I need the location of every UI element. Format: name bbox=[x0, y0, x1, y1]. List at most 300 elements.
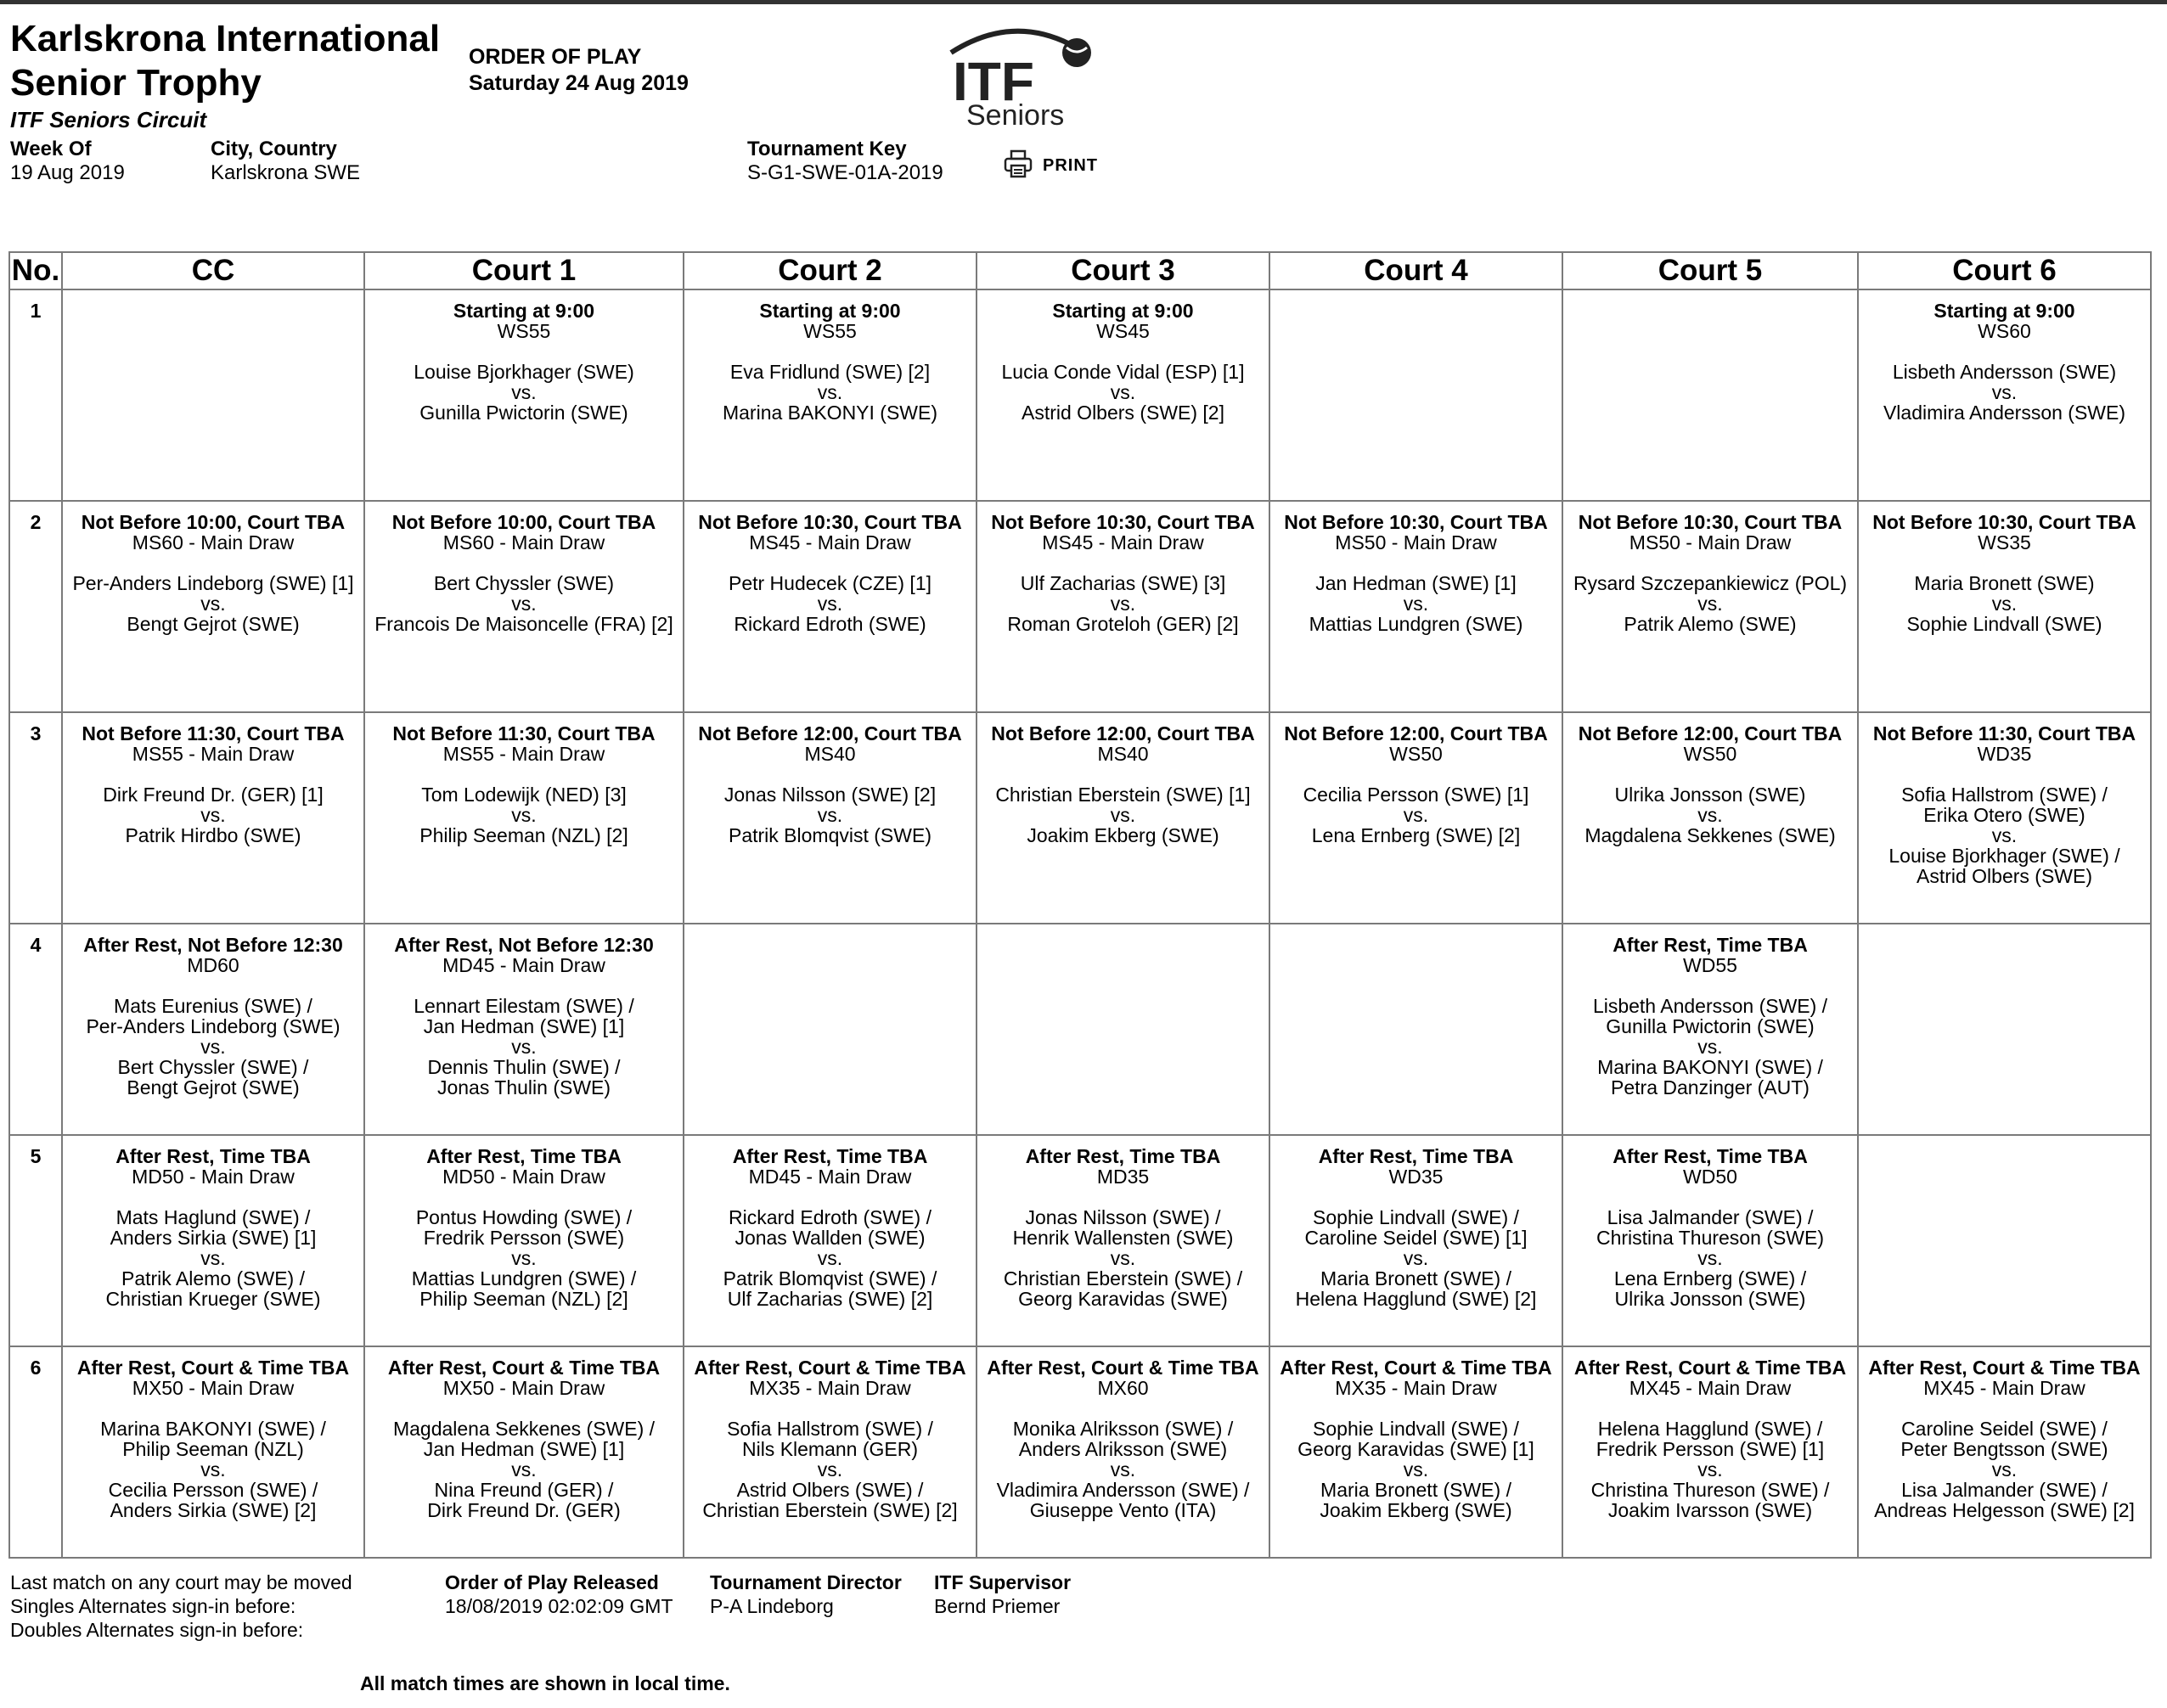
player-name: Caroline Seidel (SWE) / bbox=[1901, 1418, 2108, 1440]
player-name: Marina BAKONYI (SWE) / bbox=[1597, 1056, 1823, 1078]
itf-supervisor-label: ITF Supervisor bbox=[934, 1571, 1072, 1593]
player-name: Ulf Zacharias (SWE) [2] bbox=[727, 1288, 933, 1310]
logo-itf-text: ITF bbox=[953, 51, 1034, 112]
versus-label: vs. bbox=[1403, 593, 1429, 615]
week-of-value: 19 Aug 2019 bbox=[10, 161, 125, 184]
match-event: MX50 - Main Draw bbox=[442, 1377, 605, 1399]
column-header-court: Court 5 bbox=[1562, 252, 1858, 289]
player-name: Sofia Hallstrom (SWE) / bbox=[1901, 784, 2108, 806]
player-name: Roman Groteloh (GER) [2] bbox=[1007, 613, 1239, 635]
player-name: Patrik Alemo (SWE) / bbox=[121, 1267, 305, 1289]
match-cell bbox=[1269, 1346, 1562, 1558]
footer-note: Singles Alternates sign-in before: bbox=[10, 1595, 296, 1617]
player-name: Sophie Lindvall (SWE) / bbox=[1313, 1418, 1519, 1440]
player-name: Mats Haglund (SWE) / bbox=[115, 1206, 311, 1228]
versus-label: vs. bbox=[817, 1458, 843, 1480]
table-row bbox=[9, 924, 2151, 1135]
match-event: WS60 bbox=[1978, 320, 2031, 342]
match-event: WS55 bbox=[497, 320, 551, 342]
player-name: Jonas Nilsson (SWE) [2] bbox=[723, 784, 937, 806]
match-event: MD50 - Main Draw bbox=[132, 1166, 295, 1188]
player-name: Dirk Freund Dr. (GER) [1] bbox=[103, 784, 324, 806]
versus-label: vs. bbox=[1697, 1458, 1723, 1480]
player-name: Per-Anders Lindeborg (SWE) [1] bbox=[72, 572, 354, 594]
player-name: Lisa Jalmander (SWE) / bbox=[1901, 1479, 2108, 1501]
player-name: Henrik Wallensten (SWE) bbox=[1012, 1227, 1234, 1249]
match-time: Starting at 9:00 bbox=[453, 300, 595, 322]
match-event: MX35 - Main Draw bbox=[1335, 1377, 1497, 1399]
column-header-court: Court 3 bbox=[977, 252, 1269, 289]
versus-label: vs. bbox=[200, 1458, 226, 1480]
match-cell bbox=[977, 501, 1269, 712]
player-name: Lisbeth Andersson (SWE) / bbox=[1592, 995, 1828, 1017]
player-name: Joakim Ekberg (SWE) bbox=[1320, 1499, 1512, 1521]
match-event: MD60 bbox=[187, 954, 239, 976]
player-name: Gunilla Pwictorin (SWE) bbox=[1606, 1015, 1815, 1037]
match-event: WS50 bbox=[1389, 743, 1443, 765]
versus-label: vs. bbox=[511, 381, 537, 403]
player-name: Joakim Ekberg (SWE) bbox=[1027, 824, 1219, 846]
versus-label: vs. bbox=[1991, 593, 2018, 615]
player-name: Philip Seeman (NZL) [2] bbox=[419, 1288, 628, 1310]
match-event: MD45 - Main Draw bbox=[748, 1166, 912, 1188]
order-of-play-header bbox=[469, 44, 689, 97]
player-name: Lena Ernberg (SWE) / bbox=[1613, 1267, 1807, 1289]
printer-icon bbox=[1004, 149, 1033, 183]
match-time: Not Before 10:30, Court TBA bbox=[1872, 511, 2136, 533]
match-cell bbox=[1269, 712, 1562, 924]
tournament-key-value: S-G1-SWE-01A-2019 bbox=[747, 161, 943, 184]
match-cell bbox=[1562, 501, 1858, 712]
match-event: MD50 - Main Draw bbox=[442, 1166, 605, 1188]
player-name: Astrid Olbers (SWE) [2] bbox=[1022, 402, 1224, 424]
player-name: Lisa Jalmander (SWE) / bbox=[1607, 1206, 1814, 1228]
match-event: MX35 - Main Draw bbox=[749, 1377, 911, 1399]
player-name: Gunilla Pwictorin (SWE) bbox=[419, 402, 628, 424]
match-cell bbox=[1269, 501, 1562, 712]
player-name: Lisbeth Andersson (SWE) bbox=[1892, 361, 2117, 383]
player-name: Anders Alriksson (SWE) bbox=[1018, 1438, 1228, 1460]
player-name: Christian Eberstein (SWE) / bbox=[1003, 1267, 1243, 1289]
match-cell bbox=[364, 501, 684, 712]
player-name: Marina BAKONYI (SWE) bbox=[722, 402, 938, 424]
tournament-director-label: Tournament Director bbox=[710, 1571, 902, 1593]
table-row bbox=[9, 501, 2151, 712]
match-time: After Rest, Not Before 12:30 bbox=[394, 934, 654, 956]
match-cell bbox=[1858, 501, 2151, 712]
player-name: Sophie Lindvall (SWE) bbox=[1906, 613, 2102, 635]
versus-label: vs. bbox=[1403, 1247, 1429, 1269]
local-time-note: All match times are shown in local time. bbox=[360, 1672, 730, 1694]
player-name: Vladimira Andersson (SWE) / bbox=[996, 1479, 1250, 1501]
row-number: 5 bbox=[9, 1135, 62, 1346]
column-header-court: CC bbox=[62, 252, 364, 289]
match-cell bbox=[1562, 712, 1858, 924]
tournament-director-value: P-A Lindeborg bbox=[710, 1595, 834, 1617]
match-cell bbox=[364, 712, 684, 924]
match-time: After Rest, Court & Time TBA bbox=[694, 1357, 966, 1379]
match-event: MX50 - Main Draw bbox=[132, 1377, 295, 1399]
versus-label: vs. bbox=[1403, 804, 1429, 826]
versus-label: vs. bbox=[1110, 1458, 1136, 1480]
match-time: After Rest, Time TBA bbox=[732, 1145, 928, 1167]
match-time: Not Before 10:30, Court TBA bbox=[991, 511, 1255, 533]
match-time: Not Before 12:00, Court TBA bbox=[991, 722, 1255, 744]
player-name: Anders Sirkia (SWE) [2] bbox=[110, 1499, 317, 1521]
versus-label: vs. bbox=[200, 1247, 226, 1269]
player-name: Dirk Freund Dr. (GER) bbox=[427, 1499, 621, 1521]
player-name: Nina Freund (GER) / bbox=[434, 1479, 614, 1501]
player-name: Giuseppe Vento (ITA) bbox=[1029, 1499, 1217, 1521]
match-time: Not Before 10:00, Court TBA bbox=[81, 511, 346, 533]
order-of-play-date: Saturday 24 Aug 2019 bbox=[469, 71, 689, 95]
print-button[interactable] bbox=[1004, 149, 1098, 183]
match-cell bbox=[1858, 712, 2151, 924]
match-event: MD35 bbox=[1096, 1166, 1150, 1188]
match-event: WS45 bbox=[1096, 320, 1150, 342]
match-time: Not Before 11:30, Court TBA bbox=[392, 722, 656, 744]
city-label: City, Country bbox=[211, 138, 337, 160]
versus-label: vs. bbox=[1110, 381, 1136, 403]
empty-cell bbox=[977, 924, 1269, 1135]
player-name: Georg Karavidas (SWE) [1] bbox=[1297, 1438, 1534, 1460]
empty-cell bbox=[1562, 289, 1858, 501]
player-name: Lennart Eilestam (SWE) / bbox=[414, 995, 634, 1017]
versus-label: vs. bbox=[1991, 1458, 2018, 1480]
match-cell bbox=[364, 289, 684, 501]
versus-label: vs. bbox=[511, 1458, 537, 1480]
footer-note: Last match on any court may be moved bbox=[10, 1571, 352, 1593]
player-name: Astrid Olbers (SWE) bbox=[1916, 865, 2093, 887]
match-event: MS40 bbox=[804, 743, 856, 765]
footer-note: Doubles Alternates sign-in before: bbox=[10, 1619, 304, 1641]
match-time: Starting at 9:00 bbox=[759, 300, 901, 322]
table-row bbox=[9, 1135, 2151, 1346]
player-name: Lucia Conde Vidal (ESP) [1] bbox=[1001, 361, 1245, 383]
tournament-director bbox=[710, 1570, 902, 1618]
player-name: Philip Seeman (NZL) bbox=[122, 1438, 304, 1460]
versus-label: vs. bbox=[200, 1036, 226, 1058]
match-time: Starting at 9:00 bbox=[1933, 300, 2075, 322]
versus-label: vs. bbox=[1110, 593, 1136, 615]
order-released bbox=[445, 1570, 673, 1618]
column-header-court: Court 1 bbox=[364, 252, 684, 289]
player-name: Magdalena Sekkenes (SWE) bbox=[1584, 824, 1836, 846]
empty-cell bbox=[1858, 924, 2151, 1135]
match-time: After Rest, Time TBA bbox=[115, 1145, 311, 1167]
table-body bbox=[9, 289, 2151, 1558]
player-name: Fredrik Persson (SWE) [1] bbox=[1596, 1438, 1825, 1460]
player-name: Louise Bjorkhager (SWE) / bbox=[1888, 845, 2120, 867]
match-event: WD50 bbox=[1683, 1166, 1737, 1188]
versus-label: vs. bbox=[511, 593, 537, 615]
column-header-court: Court 6 bbox=[1858, 252, 2151, 289]
itf-supervisor-value: Bernd Priemer bbox=[934, 1595, 1061, 1617]
match-time: After Rest, Time TBA bbox=[1613, 934, 1808, 956]
match-time: Starting at 9:00 bbox=[1052, 300, 1194, 322]
match-cell bbox=[977, 1135, 1269, 1346]
match-time: After Rest, Court & Time TBA bbox=[76, 1357, 350, 1379]
match-cell bbox=[977, 1346, 1269, 1558]
match-cell bbox=[977, 289, 1269, 501]
versus-label: vs. bbox=[1697, 804, 1723, 826]
versus-label: vs. bbox=[1403, 1458, 1429, 1480]
player-name: Jonas Wallden (SWE) bbox=[735, 1227, 926, 1249]
table-header-row bbox=[9, 252, 2151, 289]
match-time: Not Before 12:00, Court TBA bbox=[1284, 722, 1548, 744]
column-header-number: No. bbox=[9, 252, 62, 289]
match-time: After Rest, Court & Time TBA bbox=[1868, 1357, 2141, 1379]
order-released-label: Order of Play Released bbox=[445, 1571, 659, 1593]
footer-notes bbox=[10, 1570, 352, 1642]
player-name: Fredrik Persson (SWE) bbox=[423, 1227, 625, 1249]
match-cell bbox=[62, 712, 364, 924]
player-name: Christina Thureson (SWE) / bbox=[1590, 1479, 1830, 1501]
match-time: Not Before 10:30, Court TBA bbox=[1578, 511, 1843, 533]
column-header-court: Court 2 bbox=[684, 252, 977, 289]
player-name: Erika Otero (SWE) bbox=[1923, 804, 2085, 826]
player-name: Helena Hagglund (SWE) / bbox=[1597, 1418, 1823, 1440]
player-name: Astrid Olbers (SWE) / bbox=[736, 1479, 924, 1501]
player-name: Mattias Lundgren (SWE) bbox=[1309, 613, 1523, 635]
player-name: Patrik Hirdbo (SWE) bbox=[125, 824, 301, 846]
match-cell bbox=[684, 289, 977, 501]
order-released-value: 18/08/2019 02:02:09 GMT bbox=[445, 1595, 673, 1617]
player-name: Peter Bengtsson (SWE) bbox=[1900, 1438, 2108, 1460]
top-bar bbox=[0, 0, 2167, 4]
player-name: Andreas Helgesson (SWE) [2] bbox=[1874, 1499, 2135, 1521]
match-time: After Rest, Court & Time TBA bbox=[1573, 1357, 1847, 1379]
match-cell bbox=[977, 712, 1269, 924]
versus-label: vs. bbox=[817, 381, 843, 403]
tournament-title: Karlskrona International Senior Trophy bbox=[10, 18, 441, 104]
match-time: After Rest, Court & Time TBA bbox=[987, 1357, 1259, 1379]
match-cell bbox=[1562, 1135, 1858, 1346]
match-cell bbox=[1562, 924, 1858, 1135]
player-name: Magdalena Sekkenes (SWE) / bbox=[392, 1418, 656, 1440]
match-event: WS35 bbox=[1978, 531, 2031, 553]
match-event: WD35 bbox=[1388, 1166, 1444, 1188]
player-name: Rickard Edroth (SWE) / bbox=[729, 1206, 932, 1228]
player-name: Christina Thureson (SWE) bbox=[1596, 1227, 1824, 1249]
table-row bbox=[9, 289, 2151, 501]
player-name: Jonas Thulin (SWE) bbox=[436, 1076, 611, 1098]
player-name: Bengt Gejrot (SWE) bbox=[127, 1076, 300, 1098]
player-name: Patrik Alemo (SWE) bbox=[1624, 613, 1797, 635]
player-name: Cecilia Persson (SWE) / bbox=[108, 1479, 318, 1501]
versus-label: vs. bbox=[1991, 824, 2018, 846]
player-name: Patrik Blomqvist (SWE) bbox=[729, 824, 932, 846]
versus-label: vs. bbox=[1697, 1036, 1723, 1058]
match-event: WS50 bbox=[1683, 743, 1737, 765]
logo-seniors-text: Seniors bbox=[966, 99, 1065, 129]
match-cell bbox=[684, 1135, 977, 1346]
match-cell bbox=[1858, 1346, 2151, 1558]
row-number: 2 bbox=[9, 501, 62, 712]
player-name: Nils Klemann (GER) bbox=[741, 1438, 919, 1460]
match-event: MS60 - Main Draw bbox=[442, 531, 605, 553]
match-time: Not Before 10:30, Court TBA bbox=[698, 511, 962, 533]
match-cell bbox=[1562, 1346, 1858, 1558]
player-name: Maria Bronett (SWE) bbox=[1914, 572, 2095, 594]
order-of-play-table bbox=[8, 251, 2152, 1559]
row-number: 1 bbox=[9, 289, 62, 501]
match-cell bbox=[684, 712, 977, 924]
match-time: After Rest, Time TBA bbox=[1025, 1145, 1221, 1167]
itf-seniors-logo bbox=[943, 19, 1129, 129]
week-of-label: Week Of bbox=[10, 138, 92, 160]
player-name: Per-Anders Lindeborg (SWE) bbox=[86, 1015, 341, 1037]
versus-label: vs. bbox=[817, 593, 843, 615]
match-cell bbox=[684, 1346, 977, 1558]
versus-label: vs. bbox=[200, 804, 226, 826]
versus-label: vs. bbox=[817, 1247, 843, 1269]
player-name: Jonas Nilsson (SWE) / bbox=[1025, 1206, 1221, 1228]
versus-label: vs. bbox=[1110, 804, 1136, 826]
match-event: WS55 bbox=[803, 320, 857, 342]
player-name: Maria Bronett (SWE) / bbox=[1320, 1267, 1511, 1289]
player-name: Cecilia Persson (SWE) [1] bbox=[1303, 784, 1529, 806]
match-event: MS55 - Main Draw bbox=[132, 743, 295, 765]
match-event: WD55 bbox=[1683, 954, 1737, 976]
player-name: Francois De Maisoncelle (FRA) [2] bbox=[374, 613, 673, 635]
versus-label: vs. bbox=[817, 804, 843, 826]
match-cell bbox=[62, 1346, 364, 1558]
player-name: Eva Fridlund (SWE) [2] bbox=[729, 361, 931, 383]
player-name: Petra Danzinger (AUT) bbox=[1611, 1076, 1810, 1098]
versus-label: vs. bbox=[511, 804, 537, 826]
player-name: Rysard Szczepankiewicz (POL) bbox=[1573, 572, 1848, 594]
itf-supervisor bbox=[934, 1570, 1071, 1618]
player-name: Philip Seeman (NZL) [2] bbox=[419, 824, 628, 846]
table-row bbox=[9, 712, 2151, 924]
player-name: Petr Hudecek (CZE) [1] bbox=[728, 572, 932, 594]
player-name: Bert Chyssler (SWE) / bbox=[117, 1056, 309, 1078]
match-cell bbox=[62, 924, 364, 1135]
player-name: Christian Eberstein (SWE) [2] bbox=[702, 1499, 958, 1521]
match-event: MS50 - Main Draw bbox=[1335, 531, 1497, 553]
player-name: Ulrika Jonsson (SWE) bbox=[1614, 1288, 1806, 1310]
player-name: Tom Lodewijk (NED) [3] bbox=[421, 784, 627, 806]
player-name: Anders Sirkia (SWE) [1] bbox=[110, 1227, 317, 1249]
match-event: MX45 - Main Draw bbox=[1629, 1377, 1792, 1399]
player-name: Monika Alriksson (SWE) / bbox=[1012, 1418, 1234, 1440]
match-time: Not Before 11:30, Court TBA bbox=[82, 722, 345, 744]
match-time: After Rest, Court & Time TBA bbox=[387, 1357, 661, 1379]
match-event: MD45 - Main Draw bbox=[442, 954, 605, 976]
match-event: MS50 - Main Draw bbox=[1629, 531, 1792, 553]
column-header-court: Court 4 bbox=[1269, 252, 1562, 289]
match-time: Not Before 12:00, Court TBA bbox=[698, 722, 962, 744]
player-name: Sophie Lindvall (SWE) / bbox=[1313, 1206, 1519, 1228]
player-name: Maria Bronett (SWE) / bbox=[1320, 1479, 1511, 1501]
empty-cell bbox=[684, 924, 977, 1135]
match-cell bbox=[364, 1135, 684, 1346]
player-name: Christian Eberstein (SWE) [1] bbox=[995, 784, 1251, 806]
match-event: WD35 bbox=[1977, 743, 2032, 765]
match-cell bbox=[62, 501, 364, 712]
match-time: Not Before 11:30, Court TBA bbox=[1872, 722, 2136, 744]
versus-label: vs. bbox=[1991, 381, 2018, 403]
player-name: Lena Ernberg (SWE) [2] bbox=[1311, 824, 1521, 846]
match-event: MS45 - Main Draw bbox=[1042, 531, 1204, 553]
player-name: Christian Krueger (SWE) bbox=[105, 1288, 321, 1310]
player-name: Louise Bjorkhager (SWE) bbox=[414, 361, 634, 383]
player-name: Rickard Edroth (SWE) bbox=[734, 613, 926, 635]
match-event: MX60 bbox=[1097, 1377, 1149, 1399]
versus-label: vs. bbox=[511, 1247, 537, 1269]
player-name: Georg Karavidas (SWE) bbox=[1018, 1288, 1228, 1310]
empty-cell bbox=[1858, 1135, 2151, 1346]
match-cell bbox=[364, 924, 684, 1135]
player-name: Patrik Blomqvist (SWE) / bbox=[723, 1267, 937, 1289]
match-time: Not Before 10:00, Court TBA bbox=[391, 511, 656, 533]
player-name: Jan Hedman (SWE) [1] bbox=[423, 1438, 625, 1460]
table-row bbox=[9, 1346, 2151, 1558]
match-cell bbox=[684, 501, 977, 712]
circuit-name: ITF Seniors Circuit bbox=[10, 107, 207, 132]
match-event: MS45 - Main Draw bbox=[749, 531, 911, 553]
match-time: After Rest, Court & Time TBA bbox=[1280, 1357, 1552, 1379]
player-name: Bengt Gejrot (SWE) bbox=[127, 613, 300, 635]
match-time: Not Before 12:00, Court TBA bbox=[1578, 722, 1843, 744]
versus-label: vs. bbox=[511, 1036, 537, 1058]
player-name: Joakim Ivarsson (SWE) bbox=[1607, 1499, 1813, 1521]
player-name: Ulf Zacharias (SWE) [3] bbox=[1020, 572, 1226, 594]
empty-cell bbox=[1269, 924, 1562, 1135]
player-name: Ulrika Jonsson (SWE) bbox=[1614, 784, 1806, 806]
order-of-play-label: ORDER OF PLAY bbox=[469, 45, 642, 69]
player-name: Mattias Lundgren (SWE) / bbox=[411, 1267, 637, 1289]
player-name: Sofia Hallstrom (SWE) / bbox=[727, 1418, 933, 1440]
player-name: Jan Hedman (SWE) [1] bbox=[1315, 572, 1517, 594]
player-name: Helena Hagglund (SWE) [2] bbox=[1295, 1288, 1537, 1310]
match-time: Not Before 10:30, Court TBA bbox=[1284, 511, 1548, 533]
match-time: After Rest, Not Before 12:30 bbox=[83, 934, 343, 956]
match-time: After Rest, Time TBA bbox=[426, 1145, 622, 1167]
player-name: Caroline Seidel (SWE) [1] bbox=[1304, 1227, 1528, 1249]
print-label: PRINT bbox=[1043, 156, 1098, 175]
player-name: Dennis Thulin (SWE) / bbox=[427, 1056, 621, 1078]
player-name: Pontus Howding (SWE) / bbox=[415, 1206, 633, 1228]
empty-cell bbox=[62, 289, 364, 501]
match-event: MS55 - Main Draw bbox=[442, 743, 605, 765]
versus-label: vs. bbox=[1110, 1247, 1136, 1269]
match-cell bbox=[1858, 289, 2151, 501]
versus-label: vs. bbox=[200, 593, 226, 615]
match-cell bbox=[62, 1135, 364, 1346]
player-name: Marina BAKONYI (SWE) / bbox=[100, 1418, 326, 1440]
match-time: After Rest, Time TBA bbox=[1613, 1145, 1808, 1167]
versus-label: vs. bbox=[1697, 1247, 1723, 1269]
player-name: Jan Hedman (SWE) [1] bbox=[423, 1015, 625, 1037]
tournament-key-label: Tournament Key bbox=[747, 138, 907, 160]
match-cell bbox=[1269, 1135, 1562, 1346]
player-name: Mats Eurenius (SWE) / bbox=[114, 995, 312, 1017]
match-event: MS60 - Main Draw bbox=[132, 531, 295, 553]
row-number: 4 bbox=[9, 924, 62, 1135]
empty-cell bbox=[1269, 289, 1562, 501]
match-event: MS40 bbox=[1097, 743, 1149, 765]
player-name: Vladimira Andersson (SWE) bbox=[1883, 402, 2126, 424]
match-time: After Rest, Time TBA bbox=[1318, 1145, 1514, 1167]
versus-label: vs. bbox=[1697, 593, 1723, 615]
match-event: MX45 - Main Draw bbox=[1923, 1377, 2085, 1399]
player-name: Bert Chyssler (SWE) bbox=[433, 572, 615, 594]
city-value: Karlskrona SWE bbox=[211, 161, 361, 184]
row-number: 3 bbox=[9, 712, 62, 924]
match-cell bbox=[364, 1346, 684, 1558]
